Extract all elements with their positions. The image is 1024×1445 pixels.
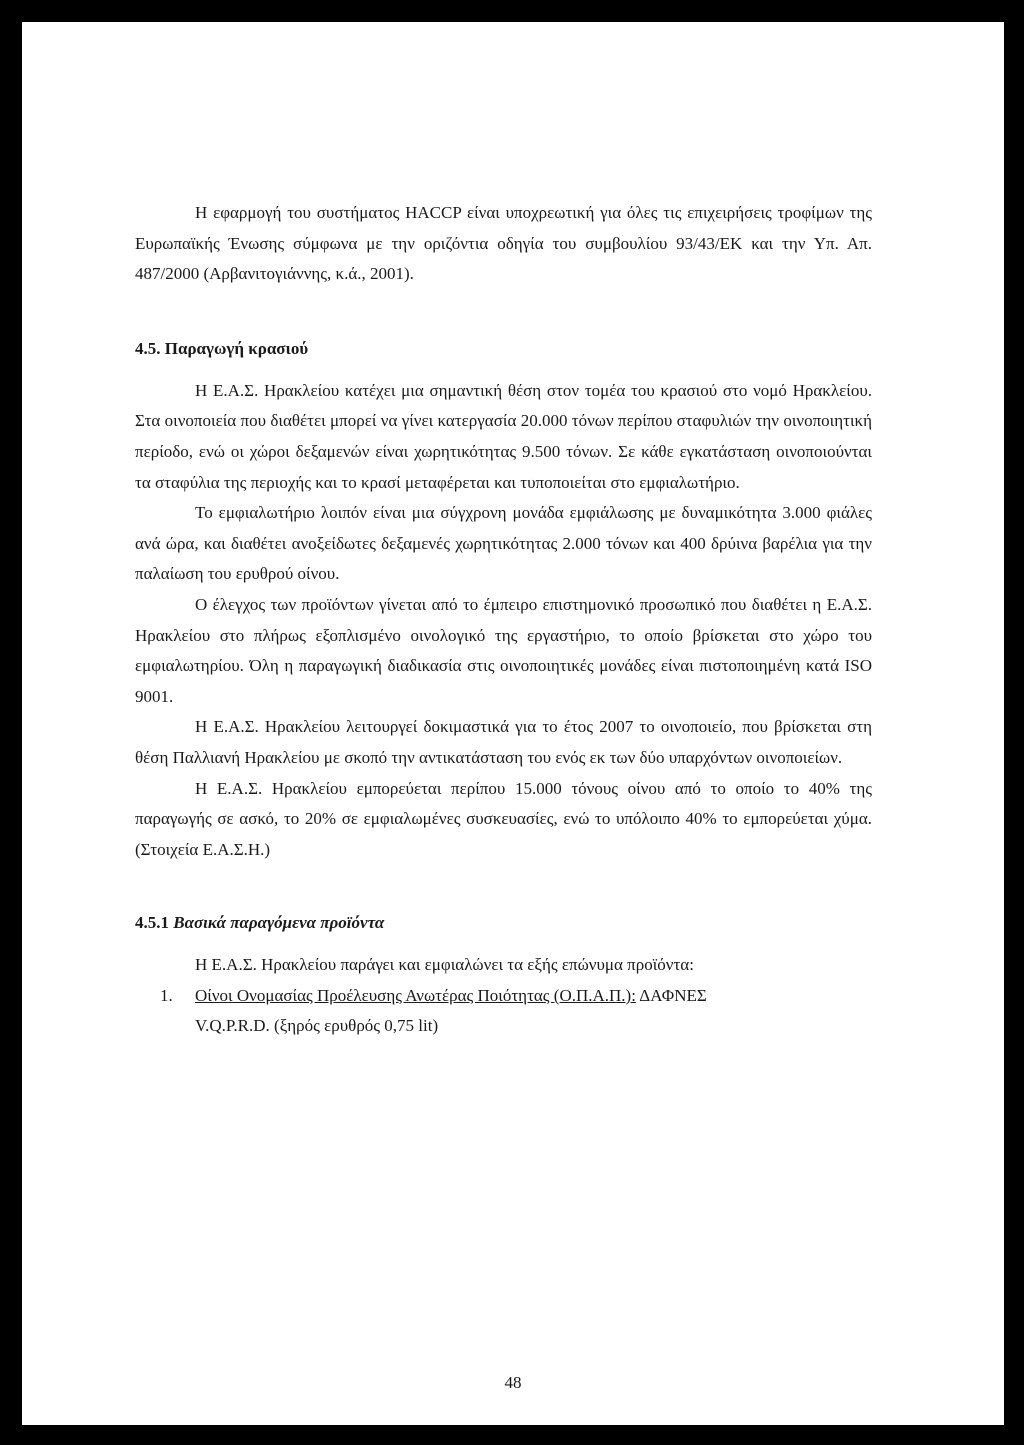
document-page	[22, 22, 1004, 1425]
product-list	[135, 981, 872, 1042]
paragraph-3: Ο έλεγχος των προϊόντων γίνεται από το έμπειρο επιστημονικό προσωπικό που διαθέτει η Ε.Α.Σ. Ηρακλείου στο πλήρως εξοπλισμένο οινολογικό της εργαστήριο, το οποίο βρίσκεται στο χώρο του εμφιαλωτηρίου. Όλη η παραγωγική διαδικασία στις οινοποιητικές μονάδες είναι πιστοποιημένη κατά ISO 9001.	[135, 594, 872, 706]
list-item-product-name: ΔΑΦΝΕΣ	[635, 985, 707, 1005]
section-heading-title: Βασικά παραγόμενα προϊόντα	[173, 913, 385, 933]
section-heading-4-5-1	[135, 908, 872, 938]
section-heading-4-5: 4.5. Παραγωγή κρασιού	[135, 338, 309, 358]
paragraph-1: Η Ε.Α.Σ. Ηρακλείου κατέχει μια σημαντική θέση στον τομέα του κρασιού στο νομό Ηρακλείου. Στα οινοποιεία που διαθέτει μπορεί να γίνει κατεργασία 20.000 τόνων περίπου σταφυλιών την οινοποιητική περίοδο, ενώ οι χώροι δεξαμενών είναι χωρητικότητας 9.500 τόνων. Σε κάθε εγκατάσταση οινοποιούνται τα σταφύλια της περιοχής και το κρασί μεταφέρεται και τυποποιείται στο εμφιαλωτήριο.	[135, 380, 872, 492]
list-item-number: 1.	[160, 985, 173, 1005]
list-item	[135, 981, 872, 1042]
paragraph-5: Η Ε.Α.Σ. Ηρακλείου εμπορεύεται περίπου 15.000 τόνους οίνου από το οποίο το 40% της παραγωγής σε ασκό, το 20% σε εμφιαλωμένες συσκευασίες, ενώ το υπόλοιπο 40% το εμπορεύεται χύμα. (Στοιχεία Ε.Α.Σ.Η.)	[135, 778, 872, 859]
document-body	[135, 198, 872, 1042]
list-item-category: Οίνοι Ονομασίας Προέλευσης Ανωτέρας Ποιότητας (Ο.Π.Α.Π.):	[195, 985, 636, 1005]
paragraph-4: Η Ε.Α.Σ. Ηρακλείου λειτουργεί δοκιμαστικά για το έτος 2007 το οινοποιείο, που βρίσκεται στη θέση Παλλιανή Ηρακλείου με σκοπό την αντικατάσταση του ενός εκ των δύο υπαρχόντων οινοποιείων.	[135, 717, 872, 767]
list-item-product-detail: V.Q.P.R.D. (ξηρός ερυθρός 0,75 lit)	[195, 1016, 439, 1036]
page-number: 48	[504, 1373, 522, 1392]
paragraph-2: Το εμφιαλωτήριο λοιπόν είναι μια σύγχρονη μονάδα εμφιάλωσης με δυναμικότητα 3.000 φιάλες ανά ώρα, και διαθέτει ανοξείδωτες δεξαμενές χωρητικότητας 2.000 τόνων και 400 δρύινα βαρέλια για την παλαίωση του ερυθρού οίνου.	[135, 503, 872, 584]
intro-paragraph: Η εφαρμογή του συστήματος HACCP είναι υποχρεωτική για όλες τις επιχειρήσεις τροφίμων της Ευρωπαϊκής Ένωσης σύμφωνα με την οριζόντια οδηγία του συμβουλίου 93/43/ΕΚ και την Υπ. Απ. 487/2000 (Αρβανιτογιάννης, κ.ά., 2001).	[135, 203, 872, 284]
section-intro: Η Ε.Α.Σ. Ηρακλείου παράγει και εμφιαλώνει τα εξής επώνυμα προϊόντα:	[195, 955, 694, 975]
section-heading-number: 4.5.1	[135, 913, 169, 933]
